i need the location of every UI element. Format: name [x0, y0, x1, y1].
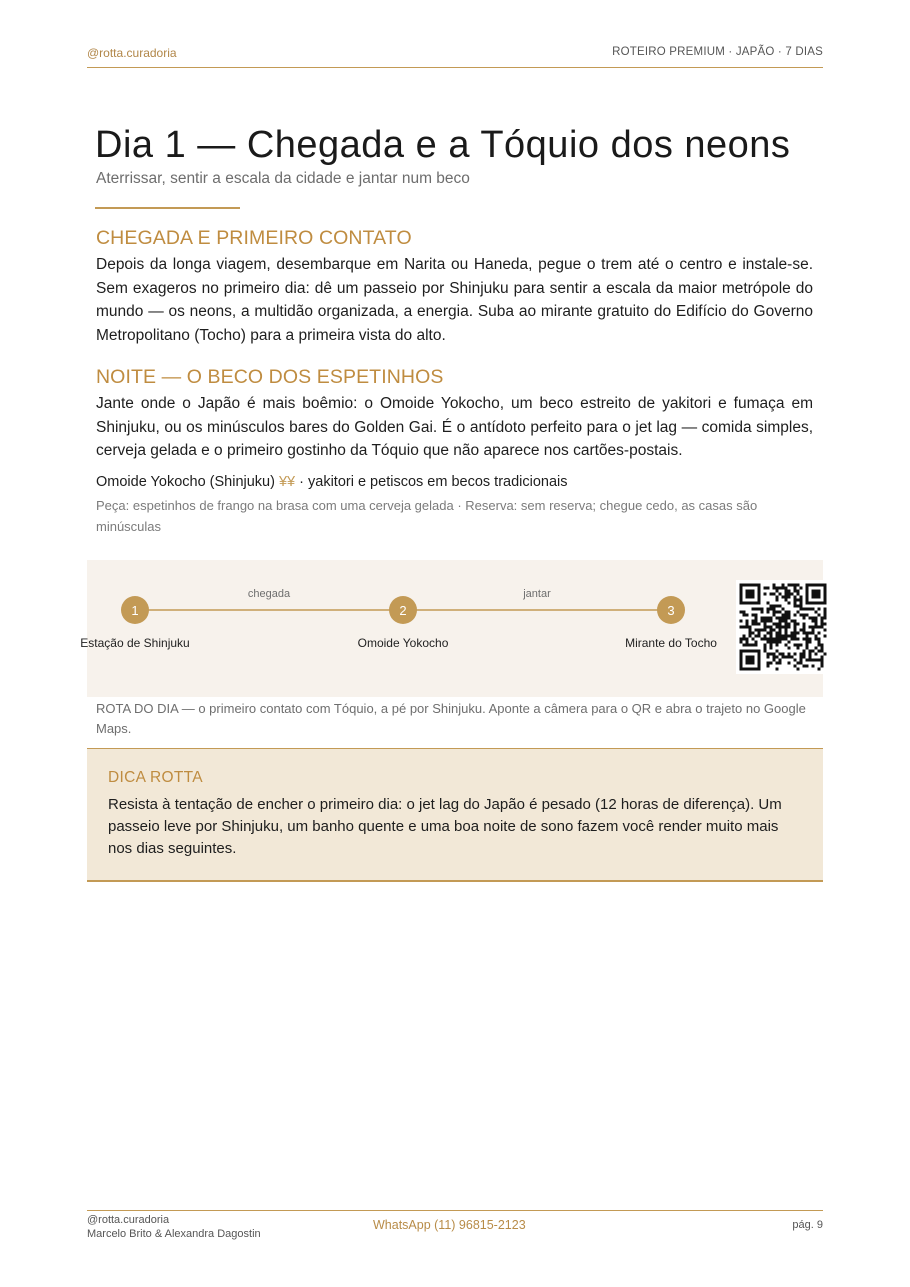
route-stop-name-2: Omoide Yokocho — [357, 636, 449, 650]
page-title: Dia 1 — Chegada e a Tóquio dos neons — [95, 124, 791, 166]
footer-whatsapp[interactable]: WhatsApp (11) 96815-2123 — [373, 1218, 526, 1232]
page-header — [87, 46, 823, 68]
route-stop-number-3: 3 — [667, 603, 675, 618]
route-stop-name-3: Mirante do Tocho — [625, 636, 717, 650]
route-stop-number-1: 1 — [131, 603, 139, 618]
place-description: · yakitori e petiscos em becos tradicionais — [295, 474, 568, 490]
header-handle: @rotta.curadoria — [87, 46, 177, 60]
place-price: ¥¥ — [278, 474, 296, 490]
title-divider — [95, 207, 240, 209]
place-name: Omoide Yokocho (Shinjuku) — [96, 474, 275, 490]
place-note: Peça: espetinhos de frango na brasa com uma cerveja gelada · Reserva: sem reserva; chegue cedo, as casas são minúsculas — [96, 498, 758, 534]
place-recommendation — [96, 474, 568, 490]
route-leg-label-2: jantar — [523, 588, 551, 600]
section-text-arrival: Depois da longa viagem, desembarque em Narita ou Haneda, pegue o trem até o centro e instale-se. Sem exageros no primeiro dia: dê um passeio por Shinjuku para sentir a escala da maior metrópole do mundo — os neons, a multidão organizada, a energia. Suba ao mirante gratuito do Edifício do Governo Metropolitano (Tocho) para a primeira vista do alto. — [96, 256, 813, 344]
tip-text: Resista à tentação de encher o primeiro dia: o jet lag do Japão é pesado (12 horas de diferença). Um passeio leve por Shinjuku, um banho quente e uma boa noite de sono fazem você render muito mais nos dias seguintes. — [108, 796, 782, 857]
section-heading-night: NOITE — O BECO DOS ESPETINHOS — [96, 366, 444, 388]
tip-title: DICA ROTTA — [108, 769, 203, 786]
route-stop-number-2: 2 — [399, 603, 407, 618]
section-heading-arrival: CHEGADA E PRIMEIRO CONTATO — [96, 227, 412, 249]
footer-authors: Marcelo Brito & Alexandra Dagostin — [87, 1228, 261, 1240]
route-line-graphic — [87, 560, 823, 697]
page-footer — [87, 1210, 823, 1251]
route-leg-label-1: chegada — [247, 588, 291, 600]
route-stop-name-1: Estação de Shinjuku — [80, 636, 190, 650]
tip-box — [87, 748, 823, 882]
footer-handle: @rotta.curadoria — [87, 1214, 170, 1226]
route-qr-code[interactable] — [736, 580, 830, 674]
header-guide-title: ROTEIRO PREMIUM · JAPÃO · 7 DIAS — [612, 46, 823, 58]
route-caption: ROTA DO DIA — o primeiro contato com Tóquio, a pé por Shinjuku. Aponte a câmera para o QR e abra o trajeto no Google Maps. — [96, 701, 806, 736]
page-number: pág. 9 — [792, 1219, 823, 1231]
page-subtitle: Aterrissar, sentir a escala da cidade e jantar num beco — [96, 170, 470, 187]
route-map — [80, 560, 823, 697]
section-text-night: Jante onde o Japão é mais boêmio: o Omoide Yokocho, um beco estreito de yakitori e fumaça em Shinjuku, ou os minúsculos bares do Golden Gai. É o antídoto perfeito para o jet lag — comida simples, cerveja gelada e o primeiro gostinho da Tóquio que não aparece nos cartões-postais. — [96, 395, 813, 459]
